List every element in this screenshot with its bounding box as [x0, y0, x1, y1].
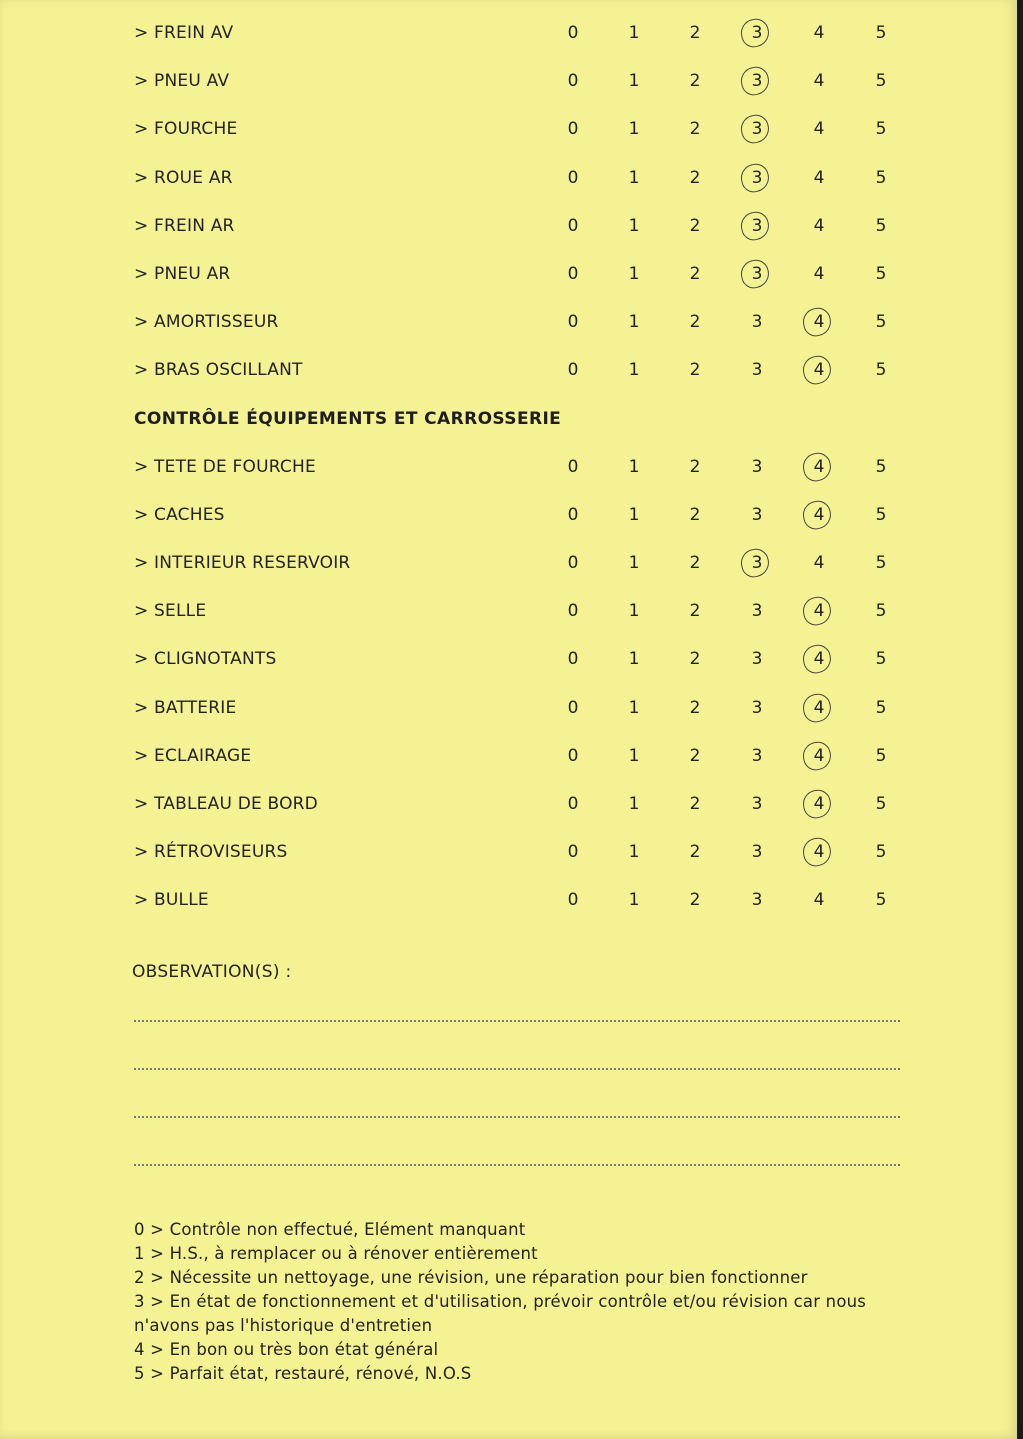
score-option: 2	[689, 698, 701, 718]
handwritten-circle-mark	[800, 642, 833, 675]
score-option: 2	[689, 119, 701, 139]
check-row	[0, 789, 1017, 819]
check-item-label: > FREIN AR	[134, 216, 235, 236]
legend-item: 3 > En état de fonctionnement et d'utilisation, prévoir contrôle et/ou révision car nous n'avons pas l'historique d'entretien	[134, 1292, 867, 1335]
check-row	[0, 885, 1017, 915]
handwritten-circle-mark	[738, 546, 771, 579]
score-option: 4	[813, 71, 825, 91]
score-option: 3	[751, 746, 763, 766]
score-option: 5	[875, 119, 887, 139]
score-option: 2	[689, 553, 701, 573]
score-option: 4	[813, 264, 825, 284]
score-option: 3	[751, 698, 763, 718]
score-option: 0	[567, 168, 579, 188]
handwritten-circle-mark	[800, 305, 833, 338]
score-option: 5	[875, 71, 887, 91]
score-option: 5	[875, 601, 887, 621]
score-option: 2	[689, 746, 701, 766]
check-item-label: > ROUE AR	[134, 168, 233, 188]
check-item-label: > BATTERIE	[134, 698, 237, 718]
score-option: 1	[628, 890, 640, 910]
score-option: 2	[689, 216, 701, 236]
score-option: 1	[628, 23, 640, 43]
check-row	[0, 644, 1017, 674]
score-option: 4	[804, 355, 834, 385]
score-option: 0	[567, 216, 579, 236]
score-option: 3	[742, 66, 772, 96]
check-row	[0, 452, 1017, 482]
score-option: 0	[567, 746, 579, 766]
score-option: 1	[628, 649, 640, 669]
score-option: 0	[567, 505, 579, 525]
check-item-label: > FREIN AV	[134, 23, 234, 43]
handwritten-circle-mark	[738, 209, 771, 242]
score-option: 4	[813, 168, 825, 188]
score-option: 4	[813, 890, 825, 910]
observations-label: OBSERVATION(S) :	[132, 962, 292, 982]
handwritten-circle-mark	[738, 161, 771, 194]
score-option: 2	[689, 23, 701, 43]
score-option: 5	[875, 23, 887, 43]
score-option: 1	[628, 746, 640, 766]
score-option: 0	[567, 360, 579, 380]
score-option: 1	[628, 698, 640, 718]
score-option: 0	[567, 553, 579, 573]
score-option: 0	[567, 23, 579, 43]
score-option: 2	[689, 505, 701, 525]
legend	[134, 1218, 894, 1386]
score-option: 4	[804, 789, 834, 819]
check-row	[0, 741, 1017, 771]
score-option: 0	[567, 457, 579, 477]
score-option: 3	[751, 312, 763, 332]
check-row	[0, 259, 1017, 289]
score-option: 3	[751, 842, 763, 862]
score-option: 3	[742, 211, 772, 241]
score-option: 3	[751, 457, 763, 477]
score-option: 5	[875, 842, 887, 862]
score-option: 4	[804, 741, 834, 771]
score-option: 5	[875, 360, 887, 380]
check-row	[0, 500, 1017, 530]
score-option: 3	[751, 601, 763, 621]
score-option: 5	[875, 264, 887, 284]
score-option: 4	[813, 119, 825, 139]
handwritten-circle-mark	[738, 257, 771, 290]
score-option: 4	[804, 693, 834, 723]
score-option: 5	[875, 553, 887, 573]
score-option: 2	[689, 312, 701, 332]
check-row	[0, 114, 1017, 144]
check-row	[0, 548, 1017, 578]
handwritten-circle-mark	[738, 64, 771, 97]
score-option: 2	[689, 457, 701, 477]
handwritten-circle-mark	[800, 835, 833, 868]
score-option: 5	[875, 746, 887, 766]
score-option: 3	[751, 890, 763, 910]
score-option: 0	[567, 890, 579, 910]
score-option: 4	[813, 216, 825, 236]
legend-item: 1 > H.S., à remplacer ou à rénover entièrement	[134, 1244, 538, 1263]
score-option: 1	[628, 216, 640, 236]
observation-line	[134, 1164, 900, 1166]
score-option: 5	[875, 168, 887, 188]
score-option: 4	[804, 596, 834, 626]
check-row	[0, 837, 1017, 867]
check-row	[0, 596, 1017, 626]
score-option: 1	[628, 119, 640, 139]
score-option: 4	[804, 452, 834, 482]
score-option: 2	[689, 842, 701, 862]
score-option: 5	[875, 216, 887, 236]
observation-line	[134, 1020, 900, 1022]
check-item-label: > CACHES	[134, 505, 225, 525]
score-option: 1	[628, 71, 640, 91]
score-option: 1	[628, 842, 640, 862]
handwritten-circle-mark	[800, 594, 833, 627]
check-item-label: > FOURCHE	[134, 119, 238, 139]
check-item-label: > PNEU AR	[134, 264, 231, 284]
score-option: 1	[628, 264, 640, 284]
check-row	[0, 66, 1017, 96]
score-option: 2	[689, 890, 701, 910]
score-option: 4	[804, 307, 834, 337]
score-option: 2	[689, 168, 701, 188]
score-option: 0	[567, 71, 579, 91]
score-option: 4	[804, 644, 834, 674]
score-option: 5	[875, 505, 887, 525]
handwritten-circle-mark	[800, 739, 833, 772]
score-option: 2	[689, 71, 701, 91]
score-option: 0	[567, 264, 579, 284]
score-option: 2	[689, 264, 701, 284]
score-option: 5	[875, 457, 887, 477]
check-row	[0, 693, 1017, 723]
score-option: 0	[567, 312, 579, 332]
handwritten-circle-mark	[738, 16, 771, 49]
score-option: 3	[742, 259, 772, 289]
check-row	[0, 163, 1017, 193]
score-option: 4	[813, 553, 825, 573]
score-option: 0	[567, 698, 579, 718]
score-option: 4	[813, 23, 825, 43]
check-item-label: > BULLE	[134, 890, 209, 910]
check-item-label: > BRAS OSCILLANT	[134, 360, 303, 380]
score-option: 1	[628, 601, 640, 621]
handwritten-circle-mark	[800, 353, 833, 386]
handwritten-circle-mark	[800, 498, 833, 531]
legend-item: 2 > Nécessite un nettoyage, une révision, une réparation pour bien fonctionner	[134, 1268, 808, 1287]
score-option: 5	[875, 649, 887, 669]
check-item-label: > AMORTISSEUR	[134, 312, 279, 332]
score-option: 5	[875, 794, 887, 814]
check-item-label: > RÉTROVISEURS	[134, 842, 288, 862]
check-row	[0, 18, 1017, 48]
legend-item: 0 > Contrôle non effectué, Elément manquant	[134, 1220, 526, 1239]
score-option: 3	[751, 505, 763, 525]
check-row	[0, 355, 1017, 385]
score-option: 0	[567, 794, 579, 814]
section-title: CONTRÔLE ÉQUIPEMENTS ET CARROSSERIE	[134, 409, 562, 429]
score-option: 0	[567, 842, 579, 862]
score-option: 3	[742, 163, 772, 193]
score-option: 3	[751, 649, 763, 669]
score-option: 1	[628, 312, 640, 332]
score-option: 1	[628, 794, 640, 814]
check-row	[0, 307, 1017, 337]
score-option: 2	[689, 649, 701, 669]
check-item-label: > INTERIEUR RESERVOIR	[134, 553, 351, 573]
check-item-label: > PNEU AV	[134, 71, 230, 91]
score-option: 1	[628, 360, 640, 380]
score-option: 2	[689, 794, 701, 814]
score-option: 3	[751, 794, 763, 814]
score-option: 0	[567, 119, 579, 139]
score-option: 0	[567, 649, 579, 669]
check-item-label: > ECLAIRAGE	[134, 746, 252, 766]
check-row	[0, 211, 1017, 241]
score-option: 2	[689, 360, 701, 380]
check-item-label: > SELLE	[134, 601, 207, 621]
handwritten-circle-mark	[800, 450, 833, 483]
score-option: 2	[689, 601, 701, 621]
check-item-label: > CLIGNOTANTS	[134, 649, 277, 669]
observation-line	[134, 1116, 900, 1118]
score-option: 5	[875, 312, 887, 332]
legend-item: 5 > Parfait état, restauré, rénové, N.O.S	[134, 1364, 472, 1383]
score-option: 1	[628, 505, 640, 525]
handwritten-circle-mark	[800, 691, 833, 724]
score-option: 3	[751, 360, 763, 380]
score-option: 3	[742, 18, 772, 48]
score-option: 5	[875, 890, 887, 910]
handwritten-circle-mark	[738, 112, 771, 145]
score-option: 1	[628, 553, 640, 573]
score-option: 3	[742, 548, 772, 578]
score-option: 5	[875, 698, 887, 718]
check-item-label: > TETE DE FOURCHE	[134, 457, 316, 477]
check-item-label: > TABLEAU DE BORD	[134, 794, 318, 814]
score-option: 0	[567, 601, 579, 621]
legend-item: 4 > En bon ou très bon état général	[134, 1340, 439, 1359]
handwritten-circle-mark	[800, 787, 833, 820]
score-option: 1	[628, 457, 640, 477]
score-option: 4	[804, 837, 834, 867]
observation-line	[134, 1068, 900, 1070]
score-option: 3	[742, 114, 772, 144]
score-option: 4	[804, 500, 834, 530]
score-option: 1	[628, 168, 640, 188]
